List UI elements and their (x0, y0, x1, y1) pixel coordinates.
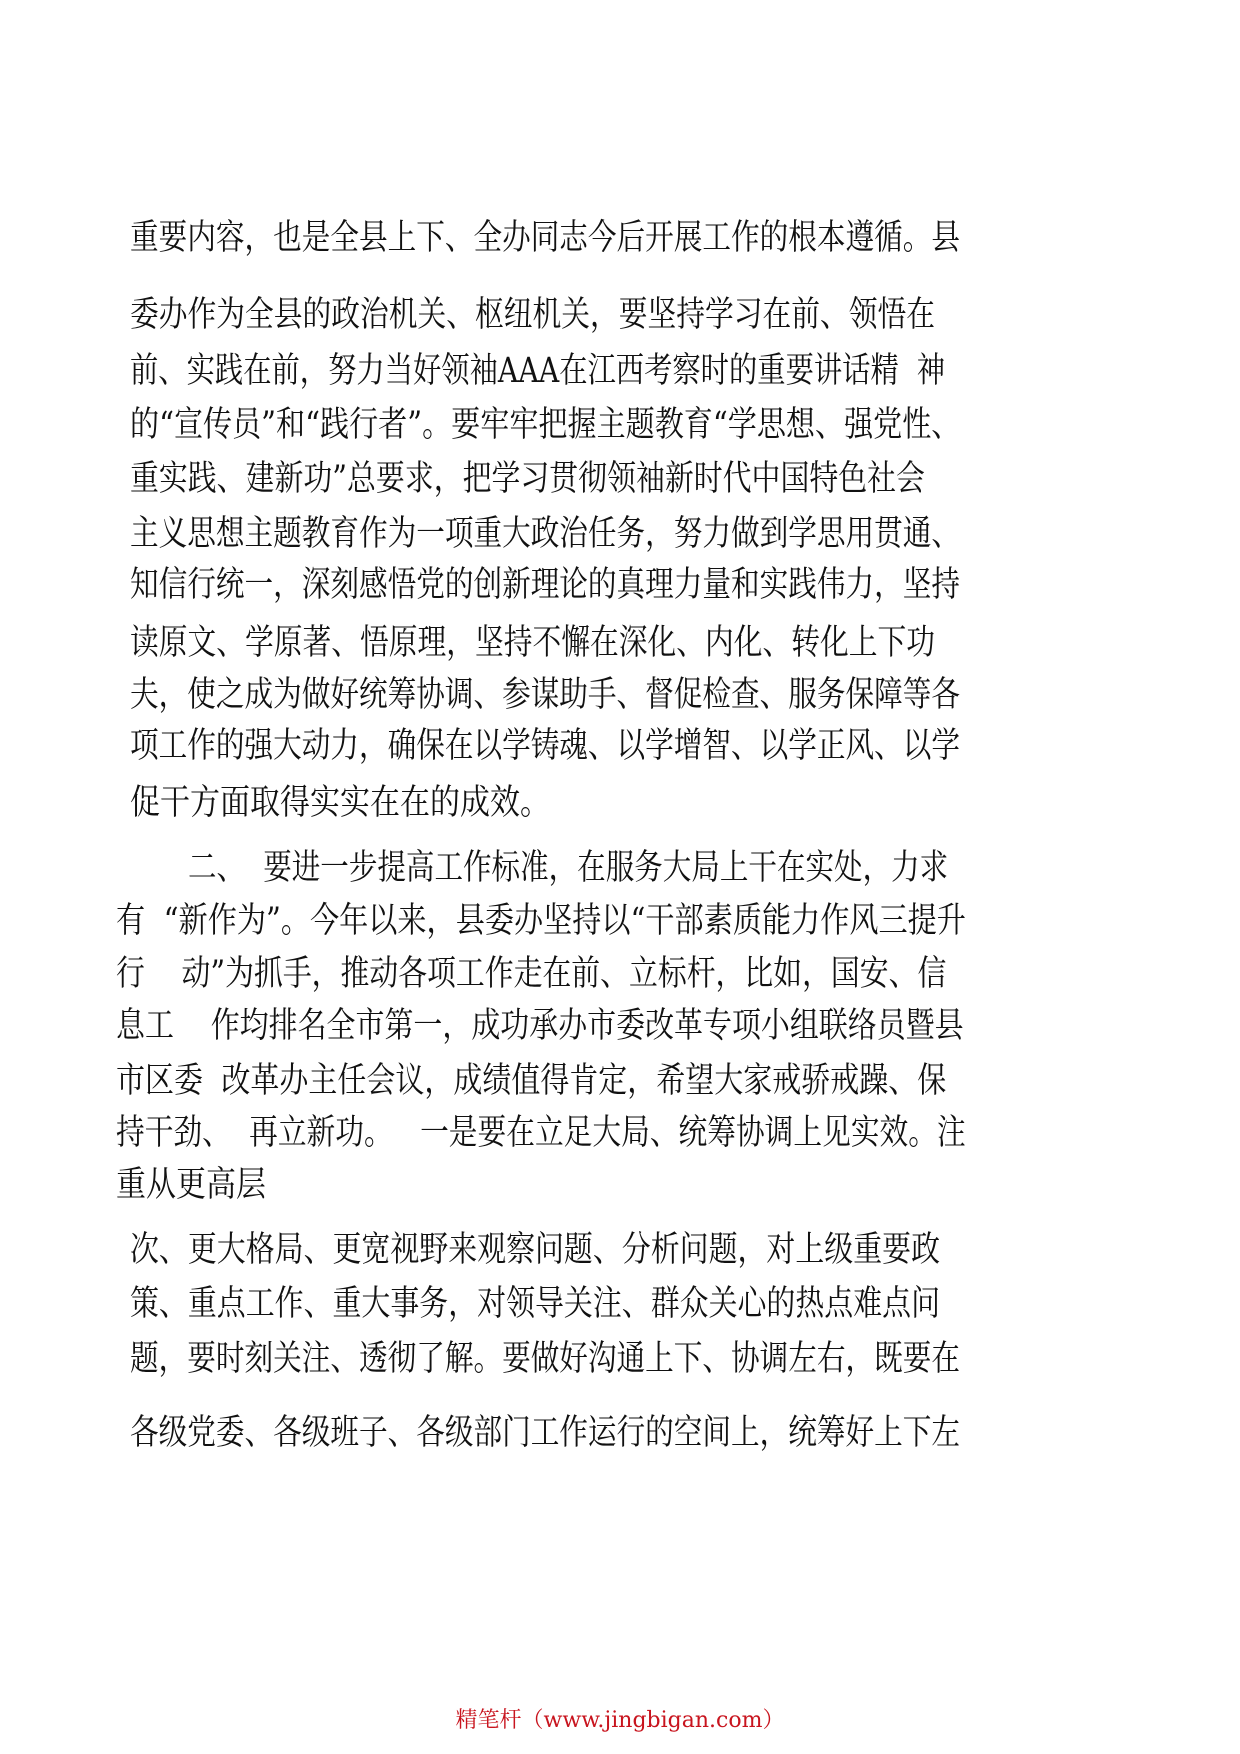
text-line: 促干方面取得实实在在的成效。 (130, 783, 551, 823)
section-heading-line: 二、 要进一步提高工作标准，在服务大局上干在实处，力求 (188, 848, 949, 888)
text-line: 策、重点工作、重大事务，对领导关注、群众关心的热点难点问 (130, 1284, 941, 1324)
text-line: 项工作的强大动力，确保在以学铸魂、以学增智、以学正风、以学 (130, 726, 961, 766)
footer-watermark: 精笔杆（www.jingbigan.com） (455, 1708, 785, 1733)
text-line: 市区委 改革办主任会议，成绩值得肯定，希望大家戒骄戒躁、保 (116, 1061, 947, 1101)
text-line: 有 “新作为”。今年以来，县委办坚持以“干部素质能力作风三提升 (116, 901, 966, 941)
text-line: 重要内容，也是全县上下、全办同志今后开展工作的根本遵循。县 (130, 218, 961, 258)
text-line: 重实践、建新功”总要求，把学习贯彻领袖新时代中国特色社会 (130, 459, 925, 499)
text-line: 知信行统一，深刻感悟党的创新理论的真理力量和实践伟力，坚持 (130, 565, 961, 605)
text-line: 各级党委、各级班子、各级部门工作运行的空间上，统筹好上下左 (130, 1413, 961, 1453)
text-line: 持干劲、 再立新功。 一是要在立足大局、统筹协调上见实效。注 (116, 1113, 966, 1153)
text-line: 读原文、学原著、悟原理，坚持不懈在深化、内化、转化上下功 (130, 623, 936, 663)
text-line: 的“宣传员”和“践行者”。要牢牢把握主题教育“学思想、强党性、 (130, 405, 961, 445)
text-line: 重从更高层 (116, 1165, 267, 1205)
text-line: 行 动”为抓手，推动各项工作走在前、立标杆，比如，国安、信 (116, 954, 947, 994)
text-line: 主义思想主题教育作为一项重大政治任务，努力做到学思用贯通、 (130, 514, 961, 554)
text-line: 息工 作均排名全市第一，成功承办市委改革专项小组联络员暨县 (116, 1006, 964, 1046)
text-line: 夫，使之成为做好统筹协调、参谋助手、督促检查、服务保障等各 (130, 675, 961, 715)
text-line: 题，要时刻关注、透彻了解。要做好沟通上下、协调左右，既要在 (130, 1339, 961, 1379)
text-line: 次、更大格局、更宽视野来观察问题、分析问题，对上级重要政 (130, 1230, 941, 1270)
text-line: 前、实践在前，努力当好领袖AAA在江西考察时的重要讲话精 神 (130, 351, 946, 391)
text-line: 委办作为全县的政治机关、枢纽机关，要坚持学习在前、领悟在 (130, 295, 936, 335)
